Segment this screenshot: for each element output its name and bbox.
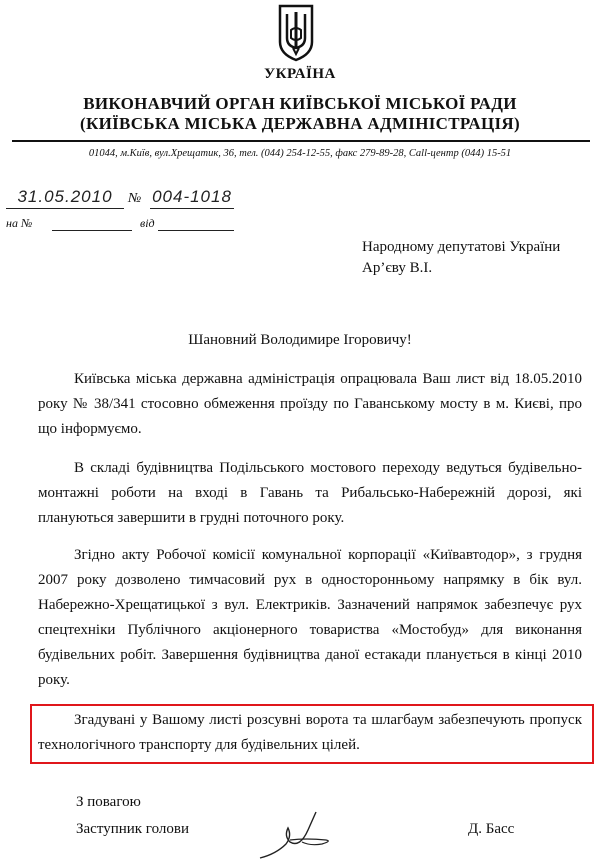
body-paragraph: В складі будівництва Подільського мостового переходу ведуться будівельно-монтажні роботи на вході в Гавань та Рибальсько-Набережній дорозі, які плануються завершити в грудні поточного року. <box>38 460 582 526</box>
recipient-position: Народному депутатові України <box>362 239 561 255</box>
signer-name: Д. Басс <box>468 821 515 837</box>
body-paragraph: Київська міська державна адміністрація опрацювала Ваш лист від 18.05.2010 року № 38/341 стосовно обмеження проїзду по Гаванському мосту в м. Києві, про що інформуємо. <box>38 371 582 437</box>
body-paragraph: Згідно акту Робочої комісії комунальної корпорації «Київавтодор», з грудня 2007 року дозволено тимчасовий рух в односторонньому напрямку в бік вул. Набережно-Хрещатицької з вул. Електриків. Зазначений напрямок забезпечує рух спецтехніки Публічного акціонерного товариства «Мостобуд» для виконання будівельних робіт. Завершення будівництва даної естакади планується в кінці 2010 року. <box>38 547 582 688</box>
date-underline <box>6 208 124 209</box>
number-underline <box>150 208 234 209</box>
country-title: УКРАЇНА <box>264 66 336 82</box>
organization-subtitle: (КИЇВСЬКА МІСЬКА ДЕРЖАВНА АДМІНІСТРАЦІЯ) <box>80 114 520 133</box>
organization-name: ВИКОНАВЧИЙ ОРГАН КИЇВСЬКОЇ МІСЬКОЇ РАДИ <box>83 94 517 113</box>
header-divider <box>12 140 590 142</box>
organization-address: 01044, м.Київ, вул.Хрещатик, 36, тел. (044) 254-12-55, факс 279-89-28, Call-центр (044) 15-51 <box>88 148 512 159</box>
reference-number-label: на № <box>6 216 33 230</box>
reference-date-label: від <box>140 216 155 230</box>
trident-coat-of-arms-icon <box>278 4 314 62</box>
number-label: № <box>128 191 142 206</box>
signer-title: Заступник голови <box>76 821 189 837</box>
closing-regards: З повагою <box>76 794 141 810</box>
outgoing-date: 31.05.2010 <box>17 187 113 206</box>
salutation: Шановний Володимире Ігоровичу! <box>188 332 412 348</box>
handwritten-signature <box>256 806 336 864</box>
highlighted-paragraph: Згадувані у Вашому листі розсувні ворота та шлагбаум забезпечують пропуск технологічного транспорту для будівельних цілей. <box>38 712 582 753</box>
reference-date-line <box>158 230 234 231</box>
recipient-name: Ар’єву В.І. <box>362 260 433 276</box>
reference-number-line <box>52 230 132 231</box>
outgoing-number: 004-1018 <box>152 187 232 206</box>
